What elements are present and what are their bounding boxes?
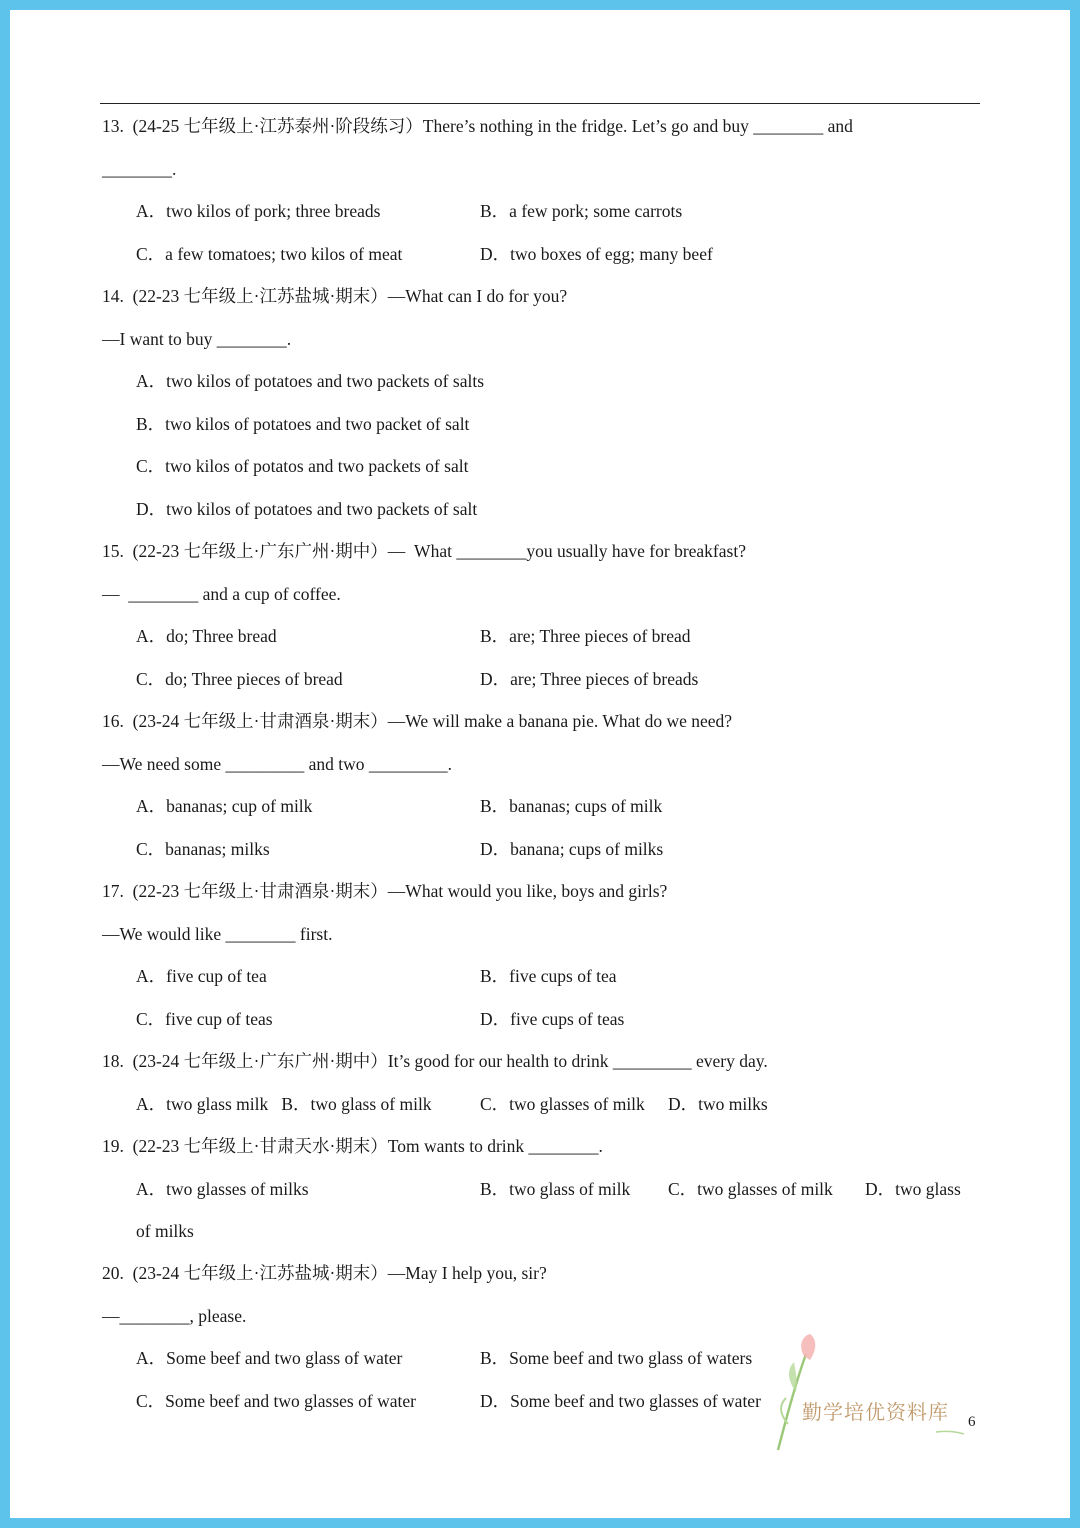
- q15-option-c: C．do; Three pieces of bread: [136, 669, 343, 689]
- q17-option-d: D．five cups of teas: [480, 1009, 625, 1029]
- q19-option-b: B．two glass of milk: [480, 1179, 631, 1199]
- q17-option-c: C．five cup of teas: [136, 1009, 273, 1029]
- q16-option-a: A．bananas; cup of milk: [136, 796, 313, 816]
- question-18-stem: 18. (23-24 七年级上·广东广州·期中）It’s good for our health to drink _________ every day.: [102, 1051, 768, 1071]
- q13-option-d: D．two boxes of egg; many beef: [480, 244, 713, 264]
- q15-option-b: B．are; Three pieces of bread: [480, 626, 691, 646]
- q20-option-d: D．Some beef and two glasses of water: [480, 1391, 761, 1411]
- question-20-stem: 20. (23-24 七年级上·江苏盐城·期末）—May I help you, sir?: [102, 1263, 547, 1283]
- question-19-stem: 19. (22-23 七年级上·甘肃天水·期末）Tom wants to drink ________.: [102, 1136, 603, 1156]
- q18-option-c: C．two glasses of milk: [480, 1094, 645, 1114]
- q20-option-c: C．Some beef and two glasses of water: [136, 1391, 416, 1411]
- q18-options-ab: A．two glass milk B．two glass of milk: [136, 1094, 432, 1114]
- q17-option-a: A．five cup of tea: [136, 966, 267, 986]
- tulip-icon: [766, 1332, 966, 1452]
- q20-option-a: A．Some beef and two glass of water: [136, 1348, 403, 1368]
- question-16-stem: 16. (23-24 七年级上·甘肃酒泉·期末）—We will make a banana pie. What do we need?: [102, 711, 733, 731]
- header-rule: [100, 103, 980, 104]
- q19-option-d-cont: of milks: [136, 1221, 194, 1241]
- document-page: [10, 10, 1070, 1518]
- q18-option-d: D．two milks: [668, 1094, 768, 1114]
- question-17-stem: 17. (22-23 七年级上·甘肃酒泉·期末）—What would you like, boys and girls?: [102, 881, 668, 901]
- q14-option-a: A．two kilos of potatoes and two packets of salts: [136, 371, 485, 391]
- question-13-stem-cont: ________.: [102, 159, 177, 179]
- q20-option-b: B．Some beef and two glass of waters: [480, 1348, 753, 1368]
- q14-option-c: C．two kilos of potatos and two packets of salt: [136, 456, 469, 476]
- q15-option-d: D．are; Three pieces of breads: [480, 669, 699, 689]
- q15-option-a: A．do; Three bread: [136, 626, 277, 646]
- question-14-stem-cont: —I want to buy ________.: [102, 329, 292, 349]
- watermark-logo: [766, 1332, 966, 1457]
- page-number: 6: [968, 1414, 976, 1430]
- q19-option-c: C．two glasses of milk: [668, 1179, 833, 1199]
- q17-option-b: B．five cups of tea: [480, 966, 617, 986]
- question-15-stem-cont: — ________ and a cup of coffee.: [102, 584, 341, 604]
- q16-option-b: B．bananas; cups of milk: [480, 796, 663, 816]
- q16-option-c: C．bananas; milks: [136, 839, 270, 859]
- q13-option-b: B．a few pork; some carrots: [480, 201, 683, 221]
- q19-option-d: D．two glass: [865, 1179, 961, 1199]
- question-20-stem-cont: —________, please.: [102, 1306, 247, 1326]
- question-15-stem: 15. (22-23 七年级上·广东广州·期中）— What ________you usually have for breakfast?: [102, 541, 746, 561]
- watermark-text: 勤学培优资料库: [802, 1400, 949, 1424]
- q19-option-a: A．two glasses of milks: [136, 1179, 309, 1199]
- question-14-stem: 14. (22-23 七年级上·江苏盐城·期末）—What can I do for you?: [102, 286, 568, 306]
- question-17-stem-cont: —We would like ________ first.: [102, 924, 333, 944]
- question-16-stem-cont: —We need some _________ and two _________.: [102, 754, 452, 774]
- q14-option-d: D．two kilos of potatoes and two packets of salt: [136, 499, 478, 519]
- q13-option-c: C．a few tomatoes; two kilos of meat: [136, 244, 403, 264]
- q14-option-b: B．two kilos of potatoes and two packet of salt: [136, 414, 470, 434]
- question-13-stem: 13. (24-25 七年级上·江苏泰州·阶段练习）There’s nothing in the fridge. Let’s go and buy ________ and: [102, 116, 853, 136]
- q16-option-d: D．banana; cups of milks: [480, 839, 664, 859]
- q13-option-a: A．two kilos of pork; three breads: [136, 201, 381, 221]
